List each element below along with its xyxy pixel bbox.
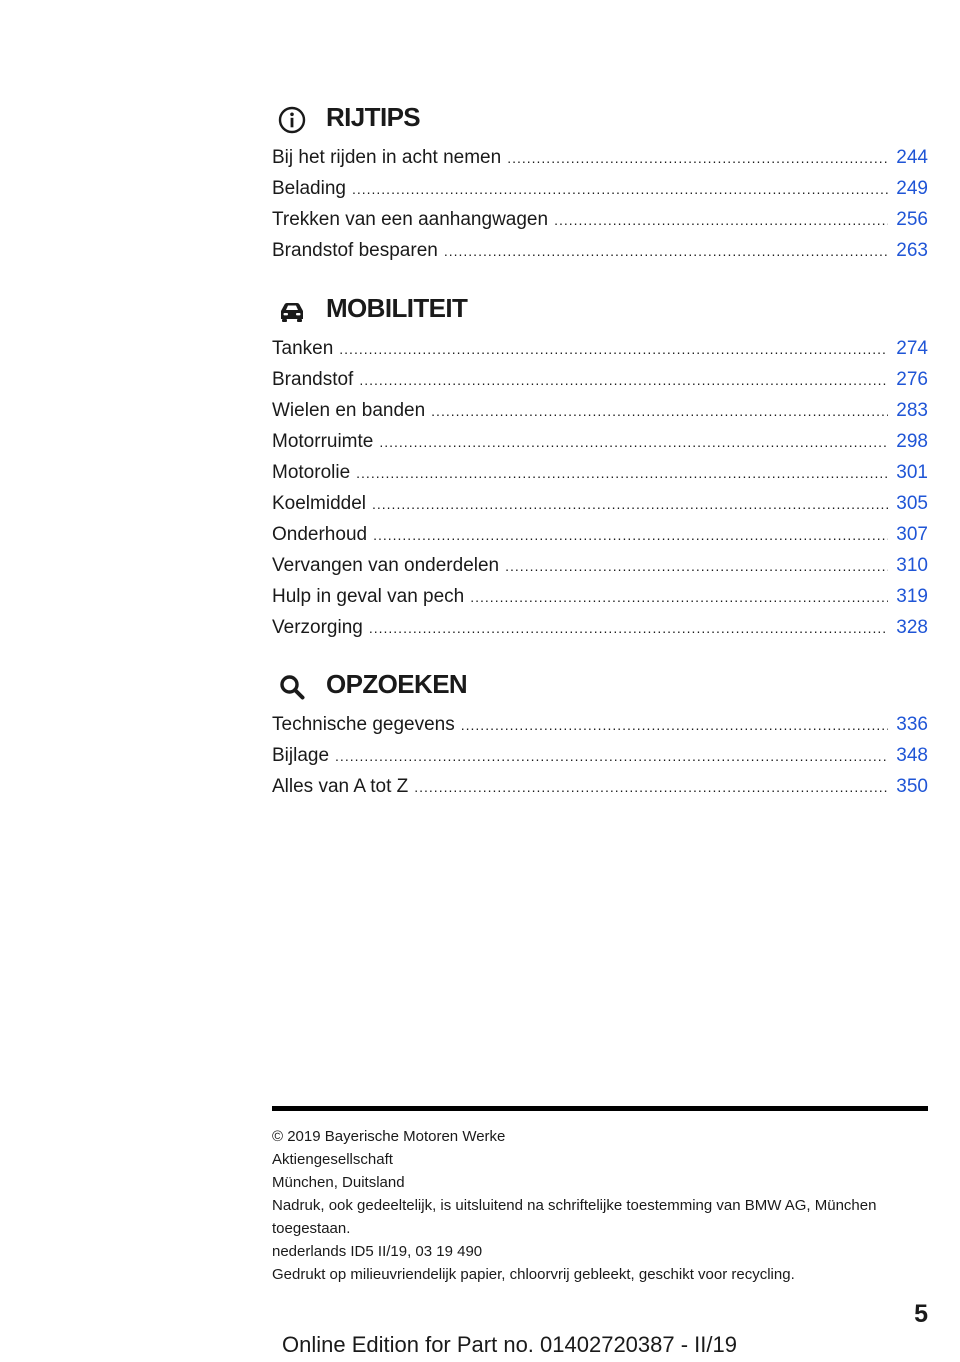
toc-page-link[interactable]: 336 [896, 714, 928, 735]
toc-entry-label: Technische gegevens [272, 714, 455, 735]
toc-entry[interactable] [272, 395, 928, 426]
toc-page-link[interactable]: 319 [896, 586, 928, 607]
toc-page-link[interactable]: 263 [896, 240, 928, 261]
toc-page-link[interactable]: 244 [896, 147, 928, 168]
toc-entry-label: Wielen en banden [272, 400, 426, 421]
toc-entry[interactable] [272, 740, 928, 771]
toc-page-link[interactable]: 274 [896, 338, 928, 359]
toc-entry[interactable] [272, 771, 928, 802]
dot-leader [352, 174, 888, 205]
toc-page-link[interactable]: 256 [896, 209, 928, 230]
toc-entry-label: Hulp in geval van pech [272, 586, 465, 607]
dot-leader [369, 613, 888, 644]
section-mobiliteit [272, 289, 928, 643]
toc-list [272, 142, 928, 266]
section-opzoeken [272, 665, 928, 802]
toc-list [272, 709, 928, 802]
dot-leader [431, 396, 888, 427]
imprint-line: Gedrukt op milieuvriendelijk papier, chloorvrij gebleekt, geschikt voor recycling. [272, 1266, 795, 1283]
toc-entry[interactable] [272, 204, 928, 235]
imprint-line: Aktiengesellschaft [272, 1151, 393, 1168]
imprint-line: © 2019 Bayerische Motoren Werke [272, 1128, 506, 1145]
imprint-line: München, Duitsland [272, 1174, 405, 1191]
toc-page-link[interactable]: 276 [896, 369, 928, 390]
section-header [272, 665, 928, 709]
section-rijtips [272, 98, 928, 266]
dot-leader [505, 551, 888, 582]
toc-entry[interactable] [272, 364, 928, 395]
imprint-block [272, 1125, 928, 1286]
toc-entry[interactable] [272, 333, 928, 364]
toc-entry-label: Motorolie [272, 462, 351, 483]
dot-leader [444, 236, 888, 267]
search-icon [277, 672, 307, 702]
section-title: RIJTIPS [326, 102, 421, 132]
toc-page-link[interactable]: 350 [896, 776, 928, 797]
toc-entry-label: Motorruimte [272, 431, 374, 452]
toc-page-link[interactable]: 298 [896, 431, 928, 452]
toc-entry[interactable] [272, 709, 928, 740]
toc-entry-label: Verzorging [272, 617, 363, 638]
dot-leader [414, 772, 888, 803]
page-number: 5 [914, 1300, 928, 1328]
car-icon [277, 296, 307, 326]
dot-leader [335, 741, 888, 772]
toc-page-link[interactable]: 328 [896, 617, 928, 638]
toc-entry-label: Koelmiddel [272, 493, 366, 514]
toc-entry-label: Bij het rijden in acht nemen [272, 147, 502, 168]
dot-leader [507, 143, 888, 174]
toc-page-link[interactable]: 283 [896, 400, 928, 421]
dot-leader [356, 458, 888, 489]
toc-page-link[interactable]: 310 [896, 555, 928, 576]
imprint-line: toegestaan. [272, 1220, 351, 1237]
section-title: OPZOEKEN [326, 669, 468, 699]
toc-entry[interactable] [272, 142, 928, 173]
footer-note: Online Edition for Part no. 01402720387 - II/19 [282, 1332, 737, 1357]
section-title: MOBILITEIT [326, 293, 468, 323]
toc-entry[interactable] [272, 550, 928, 581]
toc-entry-label: Tanken [272, 338, 334, 359]
toc-entry[interactable] [272, 581, 928, 612]
toc-entry-label: Alles van A tot Z [272, 776, 409, 797]
dot-leader [359, 365, 888, 396]
dot-leader [339, 334, 888, 365]
imprint-line: nederlands ID5 II/19, 03 19 490 [272, 1243, 483, 1260]
toc-entry[interactable] [272, 488, 928, 519]
toc-entry-label: Belading [272, 178, 346, 199]
toc-entry-label: Vervangen van onderdelen [272, 555, 500, 576]
toc-entry-label: Onderhoud [272, 524, 368, 545]
toc-entry-label: Brandstof besparen [272, 240, 438, 261]
toc-entry-label: Brandstof [272, 369, 354, 390]
section-header [272, 289, 928, 333]
info-circle-icon [277, 105, 307, 135]
dot-leader [372, 489, 888, 520]
dot-leader [379, 427, 888, 458]
toc-entry[interactable] [272, 235, 928, 266]
dot-leader [470, 582, 888, 613]
toc-list [272, 333, 928, 643]
toc-entry-label: Bijlage [272, 745, 330, 766]
toc-page-link[interactable]: 305 [896, 493, 928, 514]
toc-entry[interactable] [272, 426, 928, 457]
toc-page-link[interactable]: 301 [896, 462, 928, 483]
toc-page-link[interactable]: 348 [896, 745, 928, 766]
dot-leader [373, 520, 888, 551]
toc-entry-label: Trekken van een aanhangwagen [272, 209, 549, 230]
imprint-line: Nadruk, ook gedeeltelijk, is uitsluitend na schriftelijke toestemming van BMW AG, München [272, 1197, 877, 1214]
toc-entry[interactable] [272, 519, 928, 550]
toc-entry[interactable] [272, 612, 928, 643]
dot-leader [461, 710, 889, 741]
dot-leader [554, 205, 888, 236]
divider-rule [272, 1106, 928, 1111]
toc-page-link[interactable]: 307 [896, 524, 928, 545]
toc-page-link[interactable]: 249 [896, 178, 928, 199]
toc-entry[interactable] [272, 173, 928, 204]
toc-entry[interactable] [272, 457, 928, 488]
section-header [272, 98, 928, 142]
